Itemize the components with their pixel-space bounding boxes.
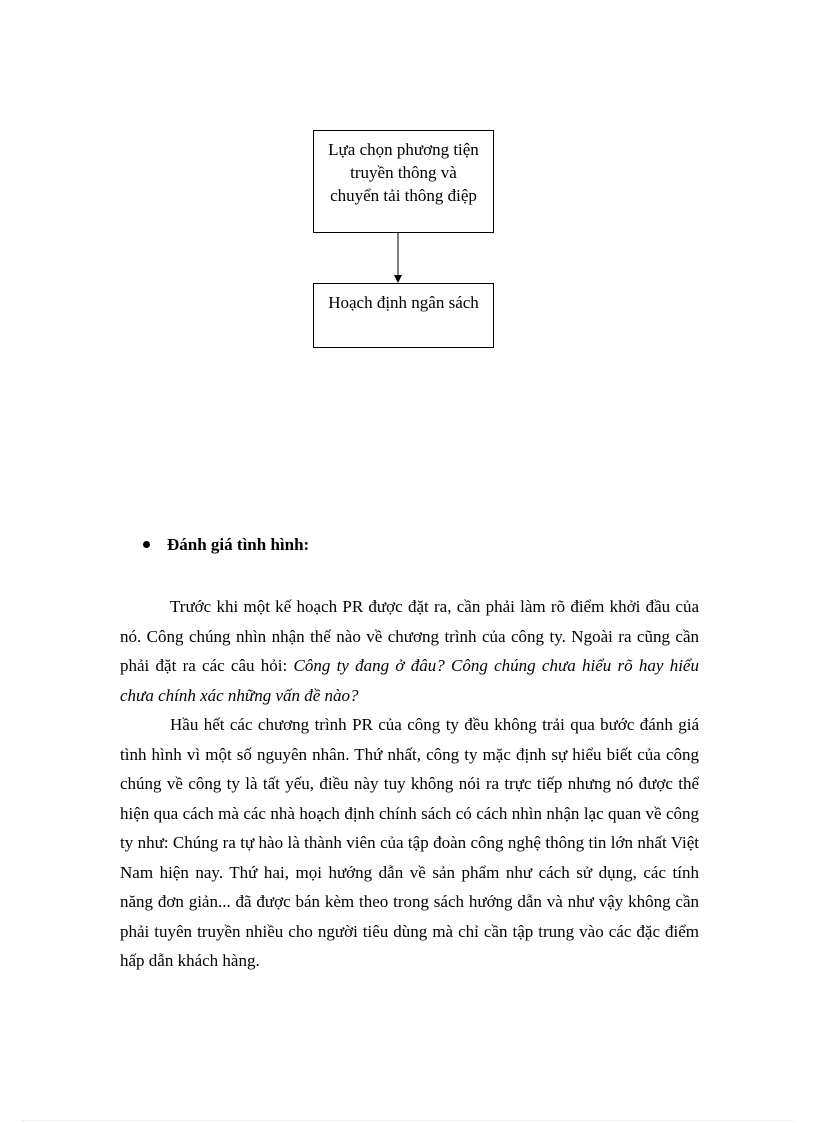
flowchart-arrow <box>388 233 408 283</box>
paragraph-1-text: Trước khi một kế hoạch PR được đặt ra, cần phải làm rõ điểm khởi đầu của nó. Công chúng nhìn nhận thế nào về chương trình của công ty. Ngoài ra cũng cần phải đặt ra các câu hỏi: <box>120 597 699 675</box>
flowchart-box-budget-planning <box>313 283 494 348</box>
section-heading-text: Đánh giá tình hình: <box>167 535 310 554</box>
paragraph-1 <box>120 592 699 710</box>
paragraph-1-questions: Công ty đang ở đâu? Công chúng chưa hiểu rõ hay hiểu chưa chính xác những vấn đề nào? <box>120 656 699 705</box>
page-bottom-rule <box>22 1120 794 1121</box>
paragraph-2: Hầu hết các chương trình PR của công ty đều không trải qua bước đánh giá tình hình vì một số nguyên nhân. Thứ nhất, công ty mặc định sự hiểu biết của công chúng về công ty là tất yếu, điều này tuy không nói ra trực tiếp nhưng nó được thể hiện qua cách mà các nhà hoạch định chính sách có cách nhìn nhận lạc quan về công ty như: Chúng ra tự hào là thành viên của tập đoàn công nghệ thông tin lớn nhất Việt Nam hiện nay. Thứ hai, mọi hướng dẫn về sản phẩm như cách sử dụng, các tính năng đơn giản... đã được bán kèm theo trong sách hướng dẫn và như vậy không cần phải tuyên truyền nhiều cho người tiêu dùng mà chỉ cần tập trung vào các đặc điểm hấp dẫn khách hàng. <box>120 715 699 970</box>
section-heading <box>143 533 309 557</box>
flowchart-box-media-selection <box>313 130 494 233</box>
flowchart-box-budget-planning-text: Hoạch định ngân sách <box>328 293 479 312</box>
bullet-icon <box>143 541 150 548</box>
body-text <box>120 592 699 976</box>
flowchart-box-media-selection-text: Lựa chọn phương tiện truyền thông và chuyển tải thông điệp <box>328 140 479 205</box>
